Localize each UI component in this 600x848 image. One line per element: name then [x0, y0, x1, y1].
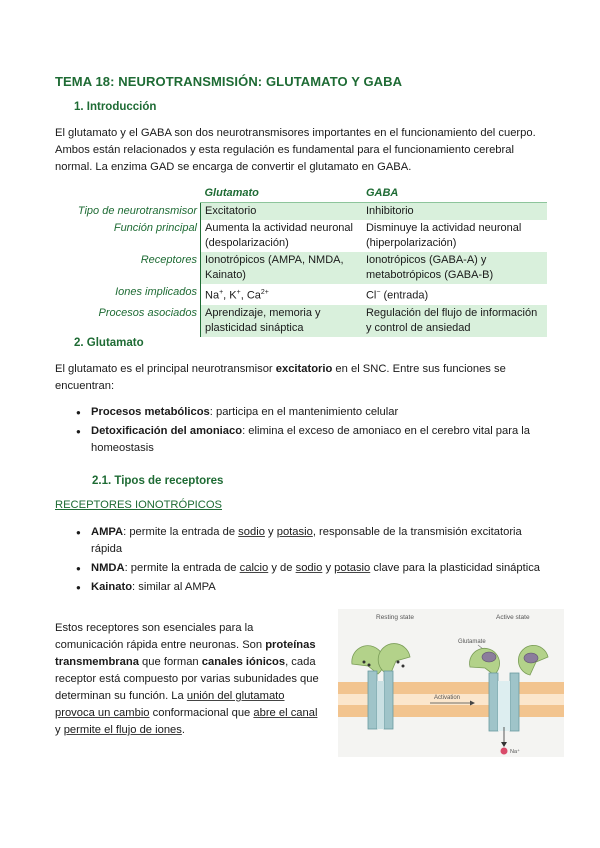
glutamate-molecule	[482, 652, 496, 662]
table-row	[55, 252, 547, 284]
comparison-table	[55, 185, 547, 337]
section-heading-tipos-receptores: 2.1. Tipos de receptores	[92, 475, 224, 487]
cell-glutamato: Na+, K+, $Ca^{2+}$	[205, 289, 269, 302]
activation-label: Activation	[434, 695, 461, 701]
subheading-receptores-ionotropicos: RECEPTORES IONOTRÓPICOS	[55, 499, 223, 511]
list-item: ● Kainato: similar al AMPA	[55, 579, 547, 596]
table-header-glutamato: Glutamato	[201, 185, 362, 203]
active-state-label: Active state	[496, 614, 530, 621]
receptor-types-list	[55, 524, 547, 598]
table-header-row	[55, 185, 547, 203]
section-heading-introduccion: 1. Introducción	[74, 101, 157, 113]
glutamato-functions-list	[55, 404, 547, 459]
cell-glutamato: Aumenta la actividad neuronal (despolarización)	[205, 222, 353, 249]
table-row	[55, 203, 547, 221]
cell-gaba: Inhibitorio	[362, 203, 547, 221]
table-row	[55, 220, 547, 252]
receptor-activation-figure	[338, 609, 564, 757]
list-item: ● Detoxificación del amoniaco: elimina el exceso de amoniaco en el cerebro vital para la homeostasis	[55, 423, 547, 457]
cell-gaba: Disminuye la actividad neuronal (hiperpolarización)	[365, 222, 522, 249]
row-label: Tipo de neurotransmisor	[55, 203, 201, 221]
list-item: ● NMDA: permite la entrada de calcio y de sodio y potasio clave para la plasticidad sináptica	[55, 560, 547, 577]
table-header-gaba: GABA	[362, 185, 547, 203]
cell-glutamato: Excitatorio	[201, 203, 362, 221]
resting-state-label: Resting state	[376, 614, 414, 621]
section-heading-glutamato: 2. Glutamato	[74, 337, 144, 349]
glutamate-molecule	[524, 653, 538, 663]
list-item: ● AMPA: permite la entrada de sodio y potasio, responsable de la transmisión excitatoria rápida	[55, 524, 547, 558]
table-header-empty	[55, 185, 201, 203]
receptors-paragraph: Estos receptores son esenciales para la comunicación rápida entre neuronas. Son proteínas transmembrana que forman canales iónicos, cada receptor está compuesto por varias subunidades que determinan su función. La unión del glutamato provoca un cambio conformacional que abre el canal y permite el flujo de iones.	[55, 622, 319, 736]
cell-glutamato: Ionotrópicos (AMPA, NMDA, Kainato)	[201, 252, 362, 284]
cell-gaba: Regulación del flujo de información y control de ansiedad	[362, 305, 547, 337]
list-item: ● Procesos metabólicos: participa en el mantenimiento celular	[55, 404, 547, 421]
ion-label: Na⁺	[510, 749, 520, 755]
page-title: TEMA 18: NEUROTRANSMISIÓN: GLUTAMATO Y GABA	[55, 74, 403, 89]
cell-gaba: Cl− (entrada)	[365, 289, 429, 302]
glutamate-label: Glutamate	[458, 639, 486, 645]
row-label: Procesos asociados	[55, 305, 201, 337]
table-row	[55, 284, 547, 305]
row-label: Función principal	[55, 220, 201, 252]
row-label: Receptores	[55, 252, 201, 284]
intro-paragraph: El glutamato y el GABA son dos neurotransmisores importantes en el funcionamiento del cuerpo. Ambos están relacionados y esta regulación es fundamental para el funcionamiento cerebral normal. La enzima GAD se encarga de convertir el glutamato en GABA.	[55, 127, 536, 173]
receptor-diagram	[338, 609, 564, 757]
table-row	[55, 305, 547, 337]
row-label: Iones implicados	[55, 284, 201, 305]
cell-glutamato: Aprendizaje, memoria y plasticidad sináptica	[201, 305, 362, 337]
cell-gaba: Ionotrópicos (GABA-A) y metabotrópicos (GABA-B)	[362, 252, 547, 284]
sodium-ion	[501, 748, 508, 755]
glutamato-paragraph: El glutamato es el principal neurotransmisor excitatorio en el SNC. Entre sus funciones se encuentran:	[55, 363, 506, 392]
